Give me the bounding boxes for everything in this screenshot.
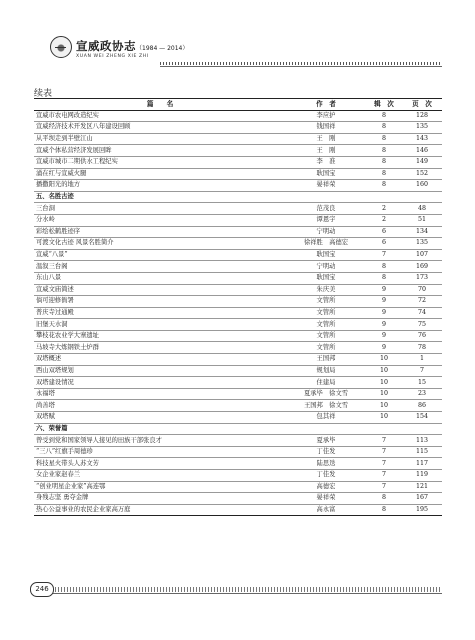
entry-volume: 10 [366, 388, 402, 400]
table-row [34, 133, 442, 145]
entry-title: 宣威市城市二期供水工程纪实 [34, 156, 286, 168]
entry-volume: 7 [366, 481, 402, 493]
entry-volume: 9 [366, 296, 402, 308]
entry-title: 彩绘松鹤胜迹序 [34, 226, 286, 238]
table-row [34, 122, 442, 134]
entry-title: 宣威文庙简述 [34, 284, 286, 296]
book-title: 宣威政协志（1984 — 2014） [76, 39, 189, 53]
entry-page: 74 [402, 307, 442, 319]
entry-volume: 9 [366, 330, 402, 342]
entry-page: 15 [402, 377, 442, 389]
entry-volume: 8 [366, 156, 402, 168]
table-row [34, 180, 442, 192]
entry-page: 128 [402, 110, 442, 122]
table-row [34, 226, 442, 238]
table-row [34, 400, 442, 412]
entry-page: 76 [402, 330, 442, 342]
entry-title: 双塔建设情况 [34, 377, 286, 389]
entry-title: 马坡寺大炼钢铁土炉群 [34, 342, 286, 354]
entry-volume: 8 [366, 168, 402, 180]
table-row [34, 377, 442, 389]
table-row [34, 145, 442, 157]
table-row [34, 249, 442, 261]
entry-author: 文管所 [286, 296, 366, 308]
entry-title: 东山八景 [34, 272, 286, 284]
entry-author: 丁佳发 [286, 470, 366, 482]
entry-page: 117 [402, 458, 442, 470]
entry-volume: 10 [366, 400, 402, 412]
entry-author: 高德宏 [286, 481, 366, 493]
header-rule [160, 62, 442, 65]
footer-rule [34, 587, 442, 592]
entry-page: 154 [402, 412, 442, 424]
table-row [34, 307, 442, 319]
entry-page: 113 [402, 435, 442, 447]
table-row [34, 504, 442, 516]
entry-title: 普庆寺过通殿 [34, 307, 286, 319]
entry-volume: 10 [366, 412, 402, 424]
entry-page: 75 [402, 319, 442, 331]
entry-title: 曾受到党和国家领导人接见的田族干部张良才 [34, 435, 286, 447]
entry-volume: 8 [366, 261, 402, 273]
entry-volume: 2 [366, 203, 402, 215]
entry-author: 晏祥荣 [286, 493, 366, 505]
col-header-page: 页 次 [402, 99, 442, 111]
entry-author: 王国邦 [286, 354, 366, 366]
table-row [34, 156, 442, 168]
entry-page: 160 [402, 180, 442, 192]
entry-volume: 8 [366, 493, 402, 505]
entry-author: 朱庆美 [286, 284, 366, 296]
entry-author: 规划局 [286, 365, 366, 377]
entry-page: 173 [402, 272, 442, 284]
entry-page: 149 [402, 156, 442, 168]
entry-title: 永福塔 [34, 388, 286, 400]
entry-page: 51 [402, 214, 442, 226]
entry-author: 晏祥荣 [286, 180, 366, 192]
entry-author: 耿国宝 [286, 168, 366, 180]
entry-page: 135 [402, 122, 442, 134]
entry-author: 包其祥 [286, 412, 366, 424]
entry-title: 双塔概述 [34, 354, 286, 366]
entry-title: 女企业家赵春兰 [34, 470, 286, 482]
entry-title: 三台洞 [34, 203, 286, 215]
table-row [34, 214, 442, 226]
footer-rule-thin [34, 593, 442, 594]
entry-title: 播撒阳光的地方 [34, 180, 286, 192]
entry-page: 143 [402, 133, 442, 145]
table-row [34, 330, 442, 342]
entry-volume: 8 [366, 504, 402, 516]
table-row [34, 261, 442, 273]
entry-author: 夏承毕 徐文雪 [286, 388, 366, 400]
entry-page: 72 [402, 296, 442, 308]
table-row [34, 481, 442, 493]
table-row [34, 203, 442, 215]
entry-volume: 8 [366, 133, 402, 145]
entry-volume: 8 [366, 122, 402, 134]
entry-author: 王 刚 [286, 133, 366, 145]
entry-volume: 7 [366, 458, 402, 470]
emblem-icon [50, 36, 72, 58]
entry-page: 86 [402, 400, 442, 412]
entry-author: 李应护 [286, 110, 366, 122]
entry-author: 住建局 [286, 377, 366, 389]
entry-page: 169 [402, 261, 442, 273]
entry-title: 身残志坚 勇夺金牌 [34, 493, 286, 505]
entry-author: 耿国宝 [286, 249, 366, 261]
table-row [34, 446, 442, 458]
entry-title: 西山双塔规划 [34, 365, 286, 377]
entry-title: 热心公益事业的农民企业家高万庭 [34, 504, 286, 516]
entry-page: 48 [402, 203, 442, 215]
entry-author: 陆思迭 [286, 458, 366, 470]
entry-title: 宣威经济技术开发区八年建设回顾 [34, 122, 286, 134]
entry-title: 涌在红与宣威火腿 [34, 168, 286, 180]
entry-volume: 8 [366, 180, 402, 192]
entry-title: 从平坝走到半壁江山 [34, 133, 286, 145]
col-header-volume: 辑 次 [366, 99, 402, 111]
col-header-title: 篇 名 [34, 99, 286, 111]
entry-volume: 10 [366, 354, 402, 366]
entry-page: 78 [402, 342, 442, 354]
entry-volume: 9 [366, 284, 402, 296]
entry-author: 文管所 [286, 307, 366, 319]
entry-volume: 2 [366, 214, 402, 226]
table-row [34, 470, 442, 482]
table-row [34, 110, 442, 122]
entry-title: 攀枝花农业学大寨遗址 [34, 330, 286, 342]
page-header [0, 0, 475, 76]
entry-page: 167 [402, 493, 442, 505]
book-title-pinyin: XUAN WEI ZHENG XIE ZHI [76, 54, 149, 59]
entry-author: 文管所 [286, 330, 366, 342]
entry-page: 107 [402, 249, 442, 261]
entry-title: 尚善塔 [34, 400, 286, 412]
entry-volume: 6 [366, 238, 402, 250]
entry-author: 王国邦 徐文雪 [286, 400, 366, 412]
entry-title: 宣威“八景” [34, 249, 286, 261]
entry-author: 王 刚 [286, 145, 366, 157]
entry-volume: 7 [366, 249, 402, 261]
entry-author: 宁明动 [286, 261, 366, 273]
table-row [34, 342, 442, 354]
entry-author: 谭恩宇 [286, 214, 366, 226]
entry-page: 7 [402, 365, 442, 377]
toc-body [34, 110, 442, 516]
table-row [34, 238, 442, 250]
page-footer [0, 580, 475, 610]
table-row [34, 365, 442, 377]
entry-volume: 9 [366, 342, 402, 354]
continued-label: 续表 [34, 89, 53, 99]
entry-page: 152 [402, 168, 442, 180]
entry-title: 宣威个体私营经济发展回眸 [34, 145, 286, 157]
entry-volume: 7 [366, 446, 402, 458]
entry-title: 旧堡天水洞 [34, 319, 286, 331]
entry-volume: 8 [366, 145, 402, 157]
entry-title: 宣威市农电网改造纪实 [34, 110, 286, 122]
table-row [34, 458, 442, 470]
entry-volume: 8 [366, 110, 402, 122]
entry-title: 可渡文化古迹 风景名胜简介 [34, 238, 286, 250]
table-row [34, 319, 442, 331]
entry-page: 23 [402, 388, 442, 400]
book-years: （1984 — 2014） [136, 45, 189, 52]
entry-volume: 8 [366, 272, 402, 284]
table-row [34, 296, 442, 308]
header-rule-thin [160, 66, 442, 67]
entry-page: 134 [402, 226, 442, 238]
entry-author: 徐祥胜 高德宏 [286, 238, 366, 250]
table-row [34, 272, 442, 284]
entry-author: 高永富 [286, 504, 366, 516]
entry-page: 1 [402, 354, 442, 366]
entry-author: 宁明动 [286, 226, 366, 238]
entry-title: 分水岭 [34, 214, 286, 226]
entry-author: 丁佳发 [286, 446, 366, 458]
entry-page: 121 [402, 481, 442, 493]
table-row [34, 284, 442, 296]
entry-page: 70 [402, 284, 442, 296]
entry-title: 倘可迎修衙署 [34, 296, 286, 308]
section-title: 五、名胜古迹 [34, 191, 442, 203]
entry-title: “创业明星企业家”高连鄂 [34, 481, 286, 493]
entry-author: 夏承毕 [286, 435, 366, 447]
toc-header-row [34, 99, 442, 111]
toc-table [34, 98, 442, 516]
col-header-author: 作 者 [286, 99, 366, 111]
section-row [34, 191, 442, 203]
table-row [34, 412, 442, 424]
entry-volume: 9 [366, 319, 402, 331]
entry-volume: 10 [366, 377, 402, 389]
entry-volume: 7 [366, 470, 402, 482]
entry-volume: 9 [366, 307, 402, 319]
entry-author: 李 准 [286, 156, 366, 168]
table-row [34, 493, 442, 505]
table-row [34, 168, 442, 180]
entry-author: 文管所 [286, 319, 366, 331]
entry-title: 温叙三台阁 [34, 261, 286, 273]
entry-author: 钱国祥 [286, 122, 366, 134]
entry-volume: 7 [366, 435, 402, 447]
table-row [34, 435, 442, 447]
table-row [34, 354, 442, 366]
table-row [34, 388, 442, 400]
entry-title: 科技星火带头人苏文芳 [34, 458, 286, 470]
entry-page: 146 [402, 145, 442, 157]
entry-author: 文管所 [286, 342, 366, 354]
entry-volume: 10 [366, 365, 402, 377]
section-title: 六、荣誉篇 [34, 423, 442, 435]
entry-author: 耿国宝 [286, 272, 366, 284]
entry-page: 135 [402, 238, 442, 250]
page-number: 246 [30, 582, 54, 597]
entry-title: 双塔赋 [34, 412, 286, 424]
section-row [34, 423, 442, 435]
entry-page: 119 [402, 470, 442, 482]
entry-page: 195 [402, 504, 442, 516]
entry-title: “三八”红旗手周德珍 [34, 446, 286, 458]
entry-author: 范茂良 [286, 203, 366, 215]
entry-page: 115 [402, 446, 442, 458]
entry-volume: 6 [366, 226, 402, 238]
